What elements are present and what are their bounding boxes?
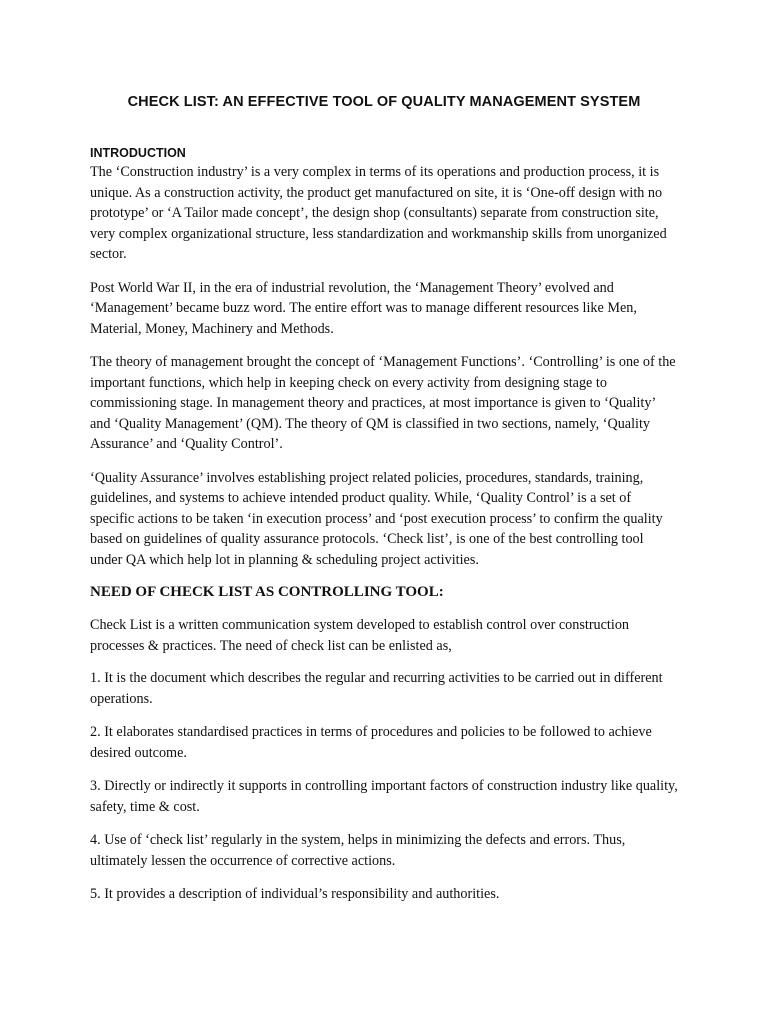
introduction-paragraph: ‘Quality Assurance’ involves establishing project related policies, procedures, standards, training, guidelines, and systems to achieve intended product quality. While, ‘Quality Control’ is a set of specific actions to be taken ‘in execution process’ and ‘post execution process’ to confirm the quality based on guidelines of quality assurance protocols. ‘Check list’, is one of the best controlling tool under QA which help lot in planning & scheduling project activities. xyxy=(90,469,663,568)
introduction-paragraph: The theory of management brought the concept of ‘Management Functions’. ‘Controlling’ is one of the important functions, which help in keeping check on every activity from designing stage to commissioning stage. In management theory and practices, at most importance is given to ‘Quality’ and ‘Quality Management’ (QM). The theory of QM is classified in two sections, namely, ‘Quality Assurance’ and ‘Quality Control’. xyxy=(90,354,676,452)
list-item: 2. It elaborates standardised practices in terms of procedures and policies to be followed to achieve desired outcome. xyxy=(90,724,652,761)
list-item: 1. It is the document which describes the regular and recurring activities to be carried out in different operations. xyxy=(90,670,663,707)
introduction-paragraph: The ‘Construction industry’ is a very complex in terms of its operations and production process, it is unique. As a construction activity, the product get manufactured on site, it is ‘One-off design with no prototype’ or ‘A Tailor made concept’, the design shop (consultants) separate from construction site, very complex organizational structure, less standardization and workmanship skills from unorganized sector. xyxy=(90,164,667,262)
need-section xyxy=(90,584,678,905)
introduction-paragraph: Post World War II, in the era of industrial revolution, the ‘Management Theory’ evolved and ‘Management’ became buzz word. The entire effort was to manage different resources like Men, Material, Money, Machinery and Methods. xyxy=(90,279,637,337)
list-item: 5. It provides a description of individual’s responsibility and authorities. xyxy=(90,886,500,902)
need-section-intro: Check List is a written communication system developed to establish control over construction processes & practices. The need of check list can be enlisted as, xyxy=(90,617,630,654)
list-item: 4. Use of ‘check list’ regularly in the system, helps in minimizing the defects and errors. Thus, ultimately lessen the occurrence of corrective actions. xyxy=(90,832,626,869)
introduction-section xyxy=(90,144,678,570)
introduction-heading: INTRODUCTION xyxy=(90,146,186,160)
need-list xyxy=(90,668,678,905)
list-item: 3. Directly or indirectly it supports in controlling important factors of construction industry like quality, safety, time & cost. xyxy=(90,778,678,815)
need-section-heading: NEED OF CHECK LIST AS CONTROLLING TOOL: xyxy=(90,584,444,600)
document-title: CHECK LIST: AN EFFECTIVE TOOL OF QUALITY MANAGEMENT SYSTEM xyxy=(127,94,641,110)
